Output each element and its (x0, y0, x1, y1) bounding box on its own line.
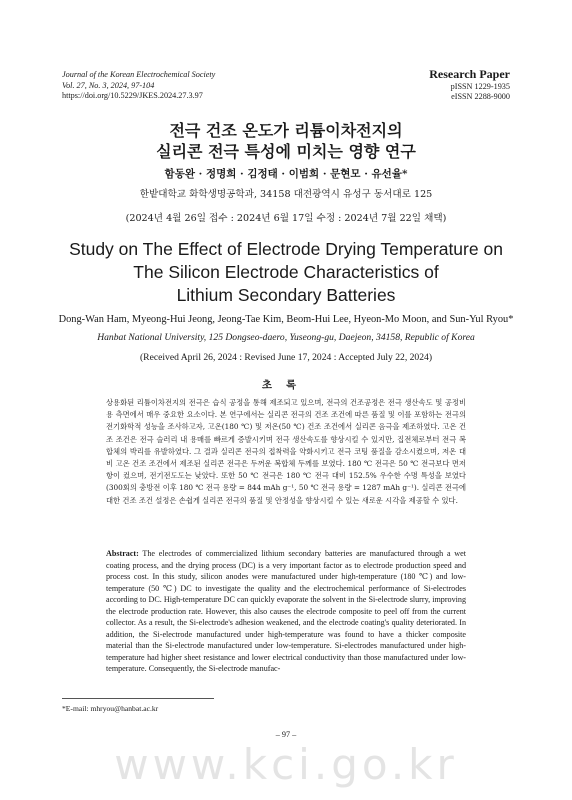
journal-header (62, 70, 215, 102)
english-authors: Dong-Wan Ham, Myeong-Hui Jeong, Jeong-Tae Kim, Beom-Hui Lee, Hyeon-Mo Moon, and Sun-Yul Ryou* (58, 314, 514, 325)
korean-abstract-heading: 초록 (261, 379, 311, 391)
eissn: eISSN 2288-9000 (451, 92, 510, 101)
english-abstract (106, 548, 466, 675)
footnote-email: *E-mail: mhryou@hanbat.ac.kr (62, 704, 159, 713)
korean-title-line-1: 전극 건조 온도가 리튬이차전지의 (169, 121, 403, 140)
english-affiliation: Hanbat National University, 125 Dongseo-daero, Yuseong-gu, Daejeon, 34158, Republic of Korea (97, 332, 475, 343)
korean-abstract: 상용화된 리튬이차전지의 전극은 습식 공정을 통해 제조되고 있으며, 전극의 건조공정은 전극 생산속도 및 공정비용 측면에서 매우 중요한 요소이다. 본 연구에서는 실리콘 전극의 건조 조건에 따른 품질 및 이를 포함하는 전극의 전기화학적 성능을 조사하고자, 고온(180 ℃) 및 저온(50 ℃) 건조 조건에서 실리콘 음극을 제조하였다. 고온 건조 조건은 전극 슬러리 내 용매를 빠르게 증발시키며 전극 생산속도를 향상시킬 수 있지만, 집전체로부터 전극 복합체의 박리를 유발하였다. 그 결과 실리콘 전극의 접착력을 약화시키고 전극 코팅 품질을 감소시켰으며, 저온 대비 고온 건조 조건에서 제조된 실리콘 전극은 두꺼운 복합체 두께를 보였다. 180 ℃ 전극은 50 ℃ 전극보다 면저항이 컸으며, 전기전도도는 낮았다. 또한 50 ℃ 전극은 180 ℃ 전극 대비 152.5% 우수한 수명 특성을 보였다(300회의 충방전 이후 180 ℃ 전극 용량 = 844 mAh g⁻¹, 50 ℃ 전극 용량 = 1287 mAh g⁻¹). 실리콘 전극에 대한 건조 조건 설정은 손쉽게 실리콘 전극의 품질 및 안정성을 향상시킬 수 있는 새로운 시각을 제공할 수 있다. (106, 398, 466, 505)
journal-volume: Vol. 27, No. 3, 2024, 97-104 (62, 80, 155, 90)
doi-link[interactable]: https://doi.org/10.5229/JKES.2024.27.3.97 (62, 91, 203, 101)
korean-title (0, 120, 572, 162)
english-dates: (Received April 26, 2024 : Revised June 17, 2024 : Accepted July 22, 2024) (139, 352, 433, 363)
abstract-label: Abstract: (106, 549, 139, 558)
paper-type-block (429, 67, 510, 102)
pissn: pISSN 1229-1935 (450, 82, 510, 91)
english-title-line-3: Lithium Secondary Batteries (176, 285, 396, 305)
watermark: www.kci.go.kr (114, 740, 458, 789)
journal-name: Journal of the Korean Electrochemical Society (62, 70, 216, 79)
english-abstract-text: The electrodes of commercialized lithium secondary batteries are manufactured through a wet coating process, and the drying process (DC) is a very important factor as to electrode production speed and process cost. In this study, silicon anodes were manufactured under high-temperature (180 ℃) and low-temperature (50 ℃) DC to investigate the quality and the electrochemical performance of Si-electrodes according to DC. High-temperature DC can quickly evaporate the solvent in the Si-electrode slurry, improving the electrode production rate. However, this also causes the electrode composite to peel off from the current collector. As a result, the Si-electrode's adhesion weakened, and the electrode coating's quality deteriorated. In addition, the Si-electrode manufactured under high-temperature was found to have a thicker composite material than the Si-electrode manufactured under low-temperature. Si-electrodes manufactured under high-temperature had higher sheet resistance and lower electrical conductivity than those manufactured under low-temperature. Consequently, the Si-electrode manufac- (106, 549, 466, 674)
korean-dates: (2024년 4월 26일 접수 : 2024년 6월 17일 수정 : 2024년 7월 22일 채택) (125, 213, 447, 224)
page-number: – 97 – (275, 730, 297, 739)
english-title (0, 238, 572, 307)
korean-title-line-2: 실리콘 전극 특성에 미치는 영향 연구 (156, 142, 416, 161)
korean-affiliation: 한밭대학교 화학생명공학과, 34158 대전광역시 유성구 동서대로 125 (139, 189, 433, 200)
english-title-line-1: Study on The Effect of Electrode Drying Temperature on (69, 239, 503, 259)
korean-authors: 함동완 · 정명희 · 김정태 · 이범희 · 문현모 · 유선율* (164, 168, 408, 180)
footnote-divider (62, 698, 214, 699)
paper-type: Research Paper (429, 67, 510, 81)
english-title-line-2: The Silicon Electrode Characteristics of (133, 262, 439, 282)
